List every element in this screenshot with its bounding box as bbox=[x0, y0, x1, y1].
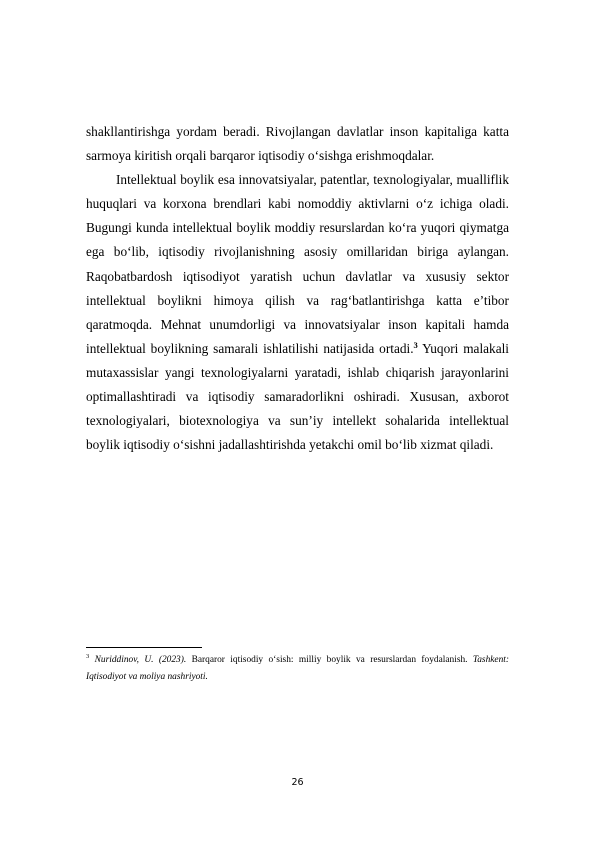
footnote-number: 3 bbox=[86, 653, 90, 660]
paragraph-text-after-ref: Yuqori malakali mutaxassislar yangi texnologiyalarni yaratadi, ishlab chiqarish jarayonlarini optimallashtiradi va iqtisodiy samaradorlikni oshiradi. Xususan, axborot texnologiyalari, biotexnologiya va sun’iy intellekt sohalarida intellektual boylik iqtisodiy o‘sishni jadallashtirishda yetakchi omil bo‘lib xizmat qiladi. bbox=[86, 340, 509, 453]
footnote-publisher: Tashkent: Iqtisodiyot va moliya nashriyoti. bbox=[86, 655, 510, 682]
paragraph-continuation: shakllantirishga yordam beradi. Rivojlangan davlatlar inson kapitaliga katta sarmoya kiritish orqali barqaror iqtisodiy o‘sishga erishmoqdalar. bbox=[86, 124, 509, 164]
paragraph-text-before-ref: Intellektual boylik esa innovatsiyalar, patentlar, texnologiyalar, mualliflik huquqlari va korxona brendlari kabi nomoddiy aktivlarni o‘z ichiga oladi. Bugungi kunda intellektual boylik moddiy resurslardan ko‘ra yuqori qiymatga ega bo‘lib, iqtisodiy rivojlanishning asosiy omillaridan biriga aylangan. Raqobatbardosh iqtisodiyot yaratish uchun davlatlar va xususiy sektor intellektual boylikni himoya qilish va rag‘batlantirishga katta e’tibor qaratmoqda. Mehnat unumdorligi va innovatsiyalar inson kapitali hamda intellektual boylikning samarali ishlatilishi natijasida ortadi. bbox=[86, 172, 509, 356]
page-number: 26 bbox=[291, 777, 304, 788]
footnote-reference[interactable]: 3 bbox=[413, 339, 418, 350]
footnote bbox=[86, 652, 509, 686]
footnote-author: Nuriddinov, U. (2023). bbox=[94, 655, 187, 665]
footnote-separator bbox=[86, 647, 202, 648]
body-text bbox=[86, 120, 509, 457]
paragraph-intellectual-wealth bbox=[86, 168, 509, 457]
footnote-title: Barqaror iqtisodiy o‘sish: milliy boylik va resurslardan foydalanish. bbox=[186, 655, 473, 665]
